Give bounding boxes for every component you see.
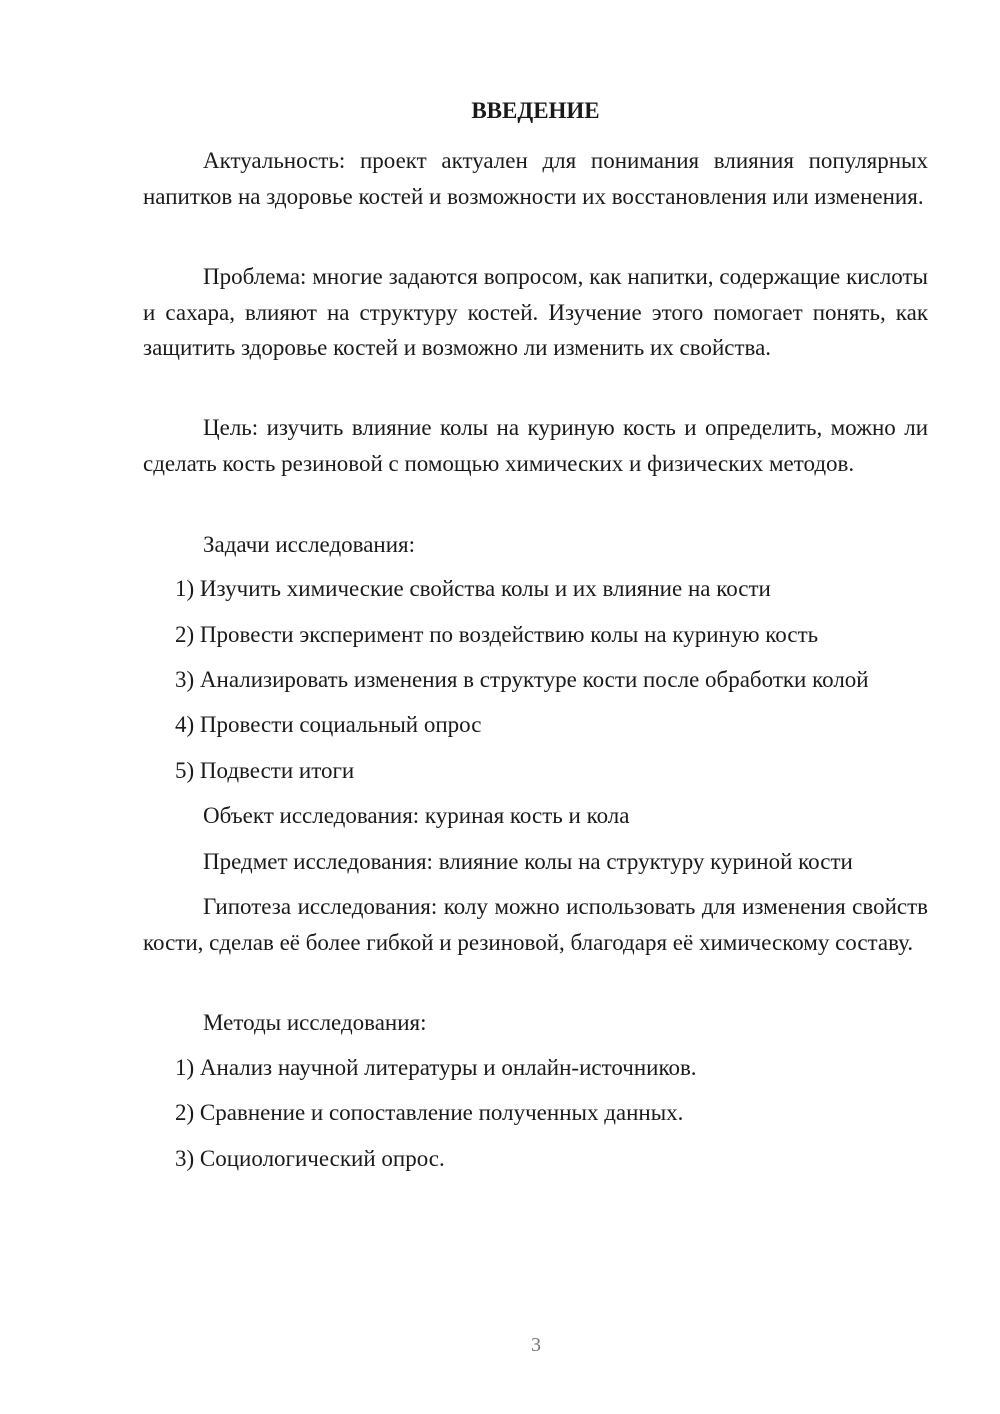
subject-line: Предмет исследования: влияние колы на структуру куриной кости — [203, 849, 853, 874]
task-item: 4) Провести социальный опрос — [175, 712, 482, 737]
relevance-paragraph: Актуальность: проект актуален для понимания влияния популярных напитков на здоровье костей и возможности их восстановления или изменения. — [143, 148, 928, 209]
tasks-heading: Задачи исследования: — [203, 532, 416, 557]
methods-heading: Методы исследования: — [203, 1010, 427, 1035]
task-item: 3) Анализировать изменения в структуре кости после обработки колой — [175, 667, 869, 692]
hypothesis-paragraph: Гипотеза исследования: колу можно использовать для изменения свойств кости, сделав её более гибкой и резиновой, благодаря её химическому составу. — [143, 894, 928, 955]
object-line: Объект исследования: куриная кость и кола — [203, 803, 630, 828]
method-item: 3) Социологический опрос. — [175, 1146, 445, 1171]
method-item: 1) Анализ научной литературы и онлайн-источников. — [175, 1055, 697, 1080]
task-item: 1) Изучить химические свойства колы и их влияние на кости — [175, 576, 771, 601]
task-item: 2) Провести эксперимент по воздействию колы на куриную кость — [175, 622, 819, 647]
problem-paragraph: Проблема: многие задаются вопросом, как напитки, содержащие кислоты и сахара, влияют на структуру костей. Изучение этого помогает понять, как защитить здоровье костей и возможно ли изменить их свойства. — [143, 264, 928, 360]
goal-paragraph: Цель: изучить влияние колы на куриную кость и определить, можно ли сделать кость резиновой с помощью химических и физических методов. — [143, 415, 928, 476]
method-item: 2) Сравнение и сопоставление полученных данных. — [175, 1100, 684, 1125]
task-item: 5) Подвести итоги — [175, 758, 355, 783]
page-number: 3 — [531, 1334, 541, 1356]
page-title: ВВЕДЕНИЕ — [471, 98, 600, 123]
